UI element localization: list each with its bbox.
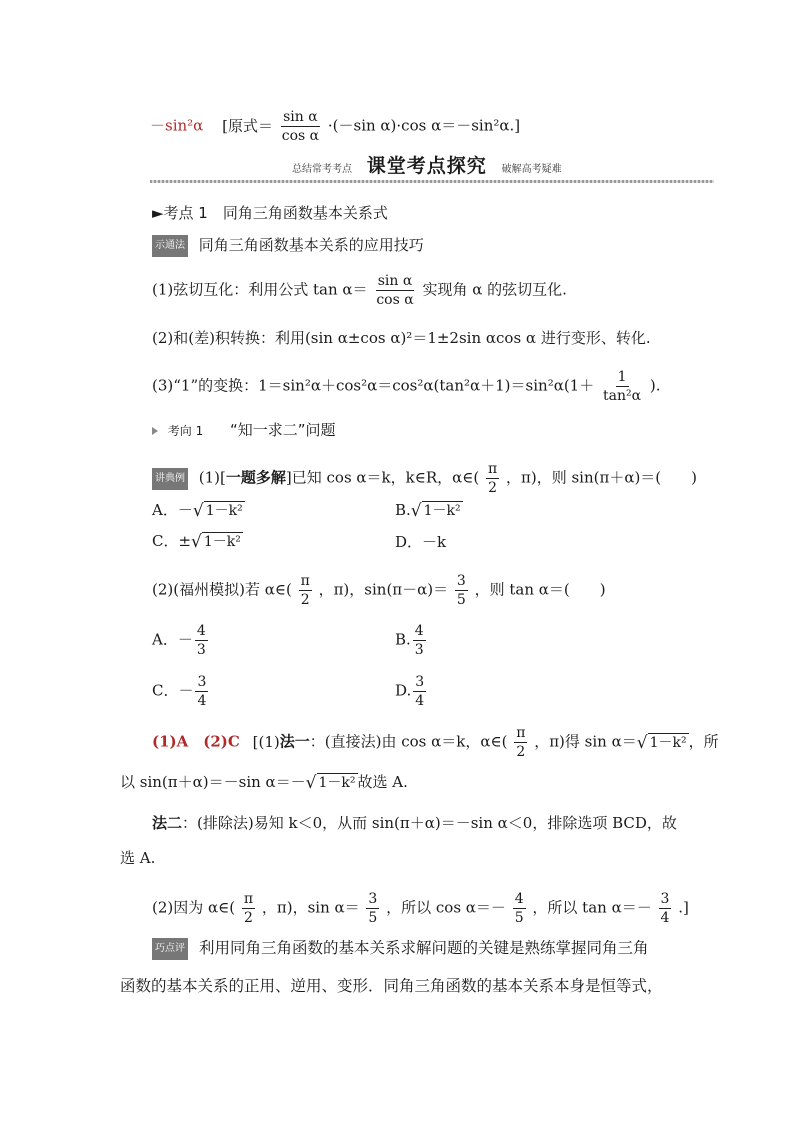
q2-option-D: D. $\frac{3}{4}$ xyxy=(395,674,425,709)
q1-option-A: A．－ √ 1－k² xyxy=(152,501,243,521)
header-title: 课堂考点探究 xyxy=(366,155,487,177)
example-q1: 讲典例 (1)[一题多解]已知 cos α＝k，k∈R，α∈( $\frac{\pi}{2}$ ，π)，则 sin(π＋α)＝( ) xyxy=(152,460,697,497)
section-header xyxy=(292,156,562,180)
top-answer: －sin²α xyxy=(150,116,204,135)
method-item-2: (2)和(差)积转换：利用(sin α±cos α)²＝1±2sin αcos α 进行变形、转化. xyxy=(152,329,651,347)
answer-key: (1)A (2)C xyxy=(152,732,240,751)
header-left-note: 总结常考考点 xyxy=(292,164,352,175)
top-rest: ·(－sin α)·cos α＝－sin²α.] xyxy=(327,116,521,135)
q1-option-C: C．± √ 1－k² xyxy=(152,532,241,552)
section-title: ►考点 1 同角三角函数基本关系式 xyxy=(152,204,388,222)
answer-method-2-end: 选 A. xyxy=(120,849,156,867)
method-title: 同角三角函数基本关系的应用技巧 xyxy=(198,236,424,254)
header-right-note: 破解高考疑难 xyxy=(501,164,562,175)
comment-line-1: 巧点评 利用同角三角函数的基本关系求解问题的关键是熟练掌握同角三角 xyxy=(152,938,648,960)
example-q2: (2)(福州模拟)若 α∈( $\frac{\pi}{2}$ ，π)，sin(π－α)＝ $\frac{3}{5}$ ，则 tan α＝( ) xyxy=(152,573,606,608)
item1-fraction: $\frac{\text{sin α}}{\text{cos α}}$ xyxy=(376,273,414,308)
top-answer-line xyxy=(150,108,520,145)
top-fraction: $\frac{\text{sin α}}{\text{cos α}}$ xyxy=(281,109,320,144)
item3-fraction: $\frac{1}{\text{tan²α}}$ xyxy=(603,369,642,404)
top-open: [原式＝ xyxy=(222,116,273,135)
method-heading xyxy=(152,235,424,257)
q2-option-B: B. $\frac{4}{3}$ xyxy=(395,623,424,658)
triangle-icon xyxy=(152,427,158,435)
answer-line-2: 以 sin(π＋α)＝－sin α＝－ √ 1－k² 故选 A. xyxy=(120,773,408,793)
method-item-3: (3)“1”的变换：1＝sin²α＋cos²α＝cos²α(tan²α＋1)＝sin²α(1＋ $\frac{1}{\text{tan²α}}$ ). xyxy=(152,369,661,404)
subsection-title: “知一求二”问题 xyxy=(230,421,336,439)
answer-line-1: (1)A (2)C [(1)法一：(直接法)由 cos α＝k，α∈( $\frac{\pi}{2}$ ，π)得 sin α＝ √ 1－k² ，所 xyxy=(152,725,719,760)
comment-line-2: 函数的基本关系的正用、逆用、变形．同角三角函数的基本关系本身是恒等式， xyxy=(120,977,663,995)
answer-method-2: 法二：(排除法)易知 k＜0，从而 sin(π＋α)＝－sin α＜0，排除选项 BCD，故 xyxy=(152,814,677,832)
subsection-heading xyxy=(152,420,336,441)
q2-option-A: A．－ $\frac{4}{3}$ xyxy=(152,623,206,658)
method-item-1: (1)弦切互化：利用公式 tan α＝ $\frac{\text{sin α}}{\text{cos α}}$ 实现角 α 的弦切互化. xyxy=(152,273,567,308)
q1-option-D: D．－k xyxy=(395,533,447,551)
subsection-label: 考向 1 xyxy=(167,424,204,438)
q1-option-B: B. √ 1－k² xyxy=(395,501,461,521)
comment-tag: 巧点评 xyxy=(152,938,188,960)
example-tag: 讲典例 xyxy=(152,468,188,490)
header-rule xyxy=(150,180,714,183)
method-tag: 示通法 xyxy=(152,235,188,257)
answer-part-2: (2)因为 α∈( $\frac{\pi}{2}$ ，π)，sin α＝ $\frac{3}{5}$ ，所以 cos α＝－ $\frac{4}{5}$ ，所以 tan α＝－ $\frac{3}{4}$ .] xyxy=(152,891,689,926)
q1-fraction: $\frac{\pi}{2}$ xyxy=(488,461,498,496)
q2-option-C: C．－ $\frac{3}{4}$ xyxy=(152,674,207,709)
